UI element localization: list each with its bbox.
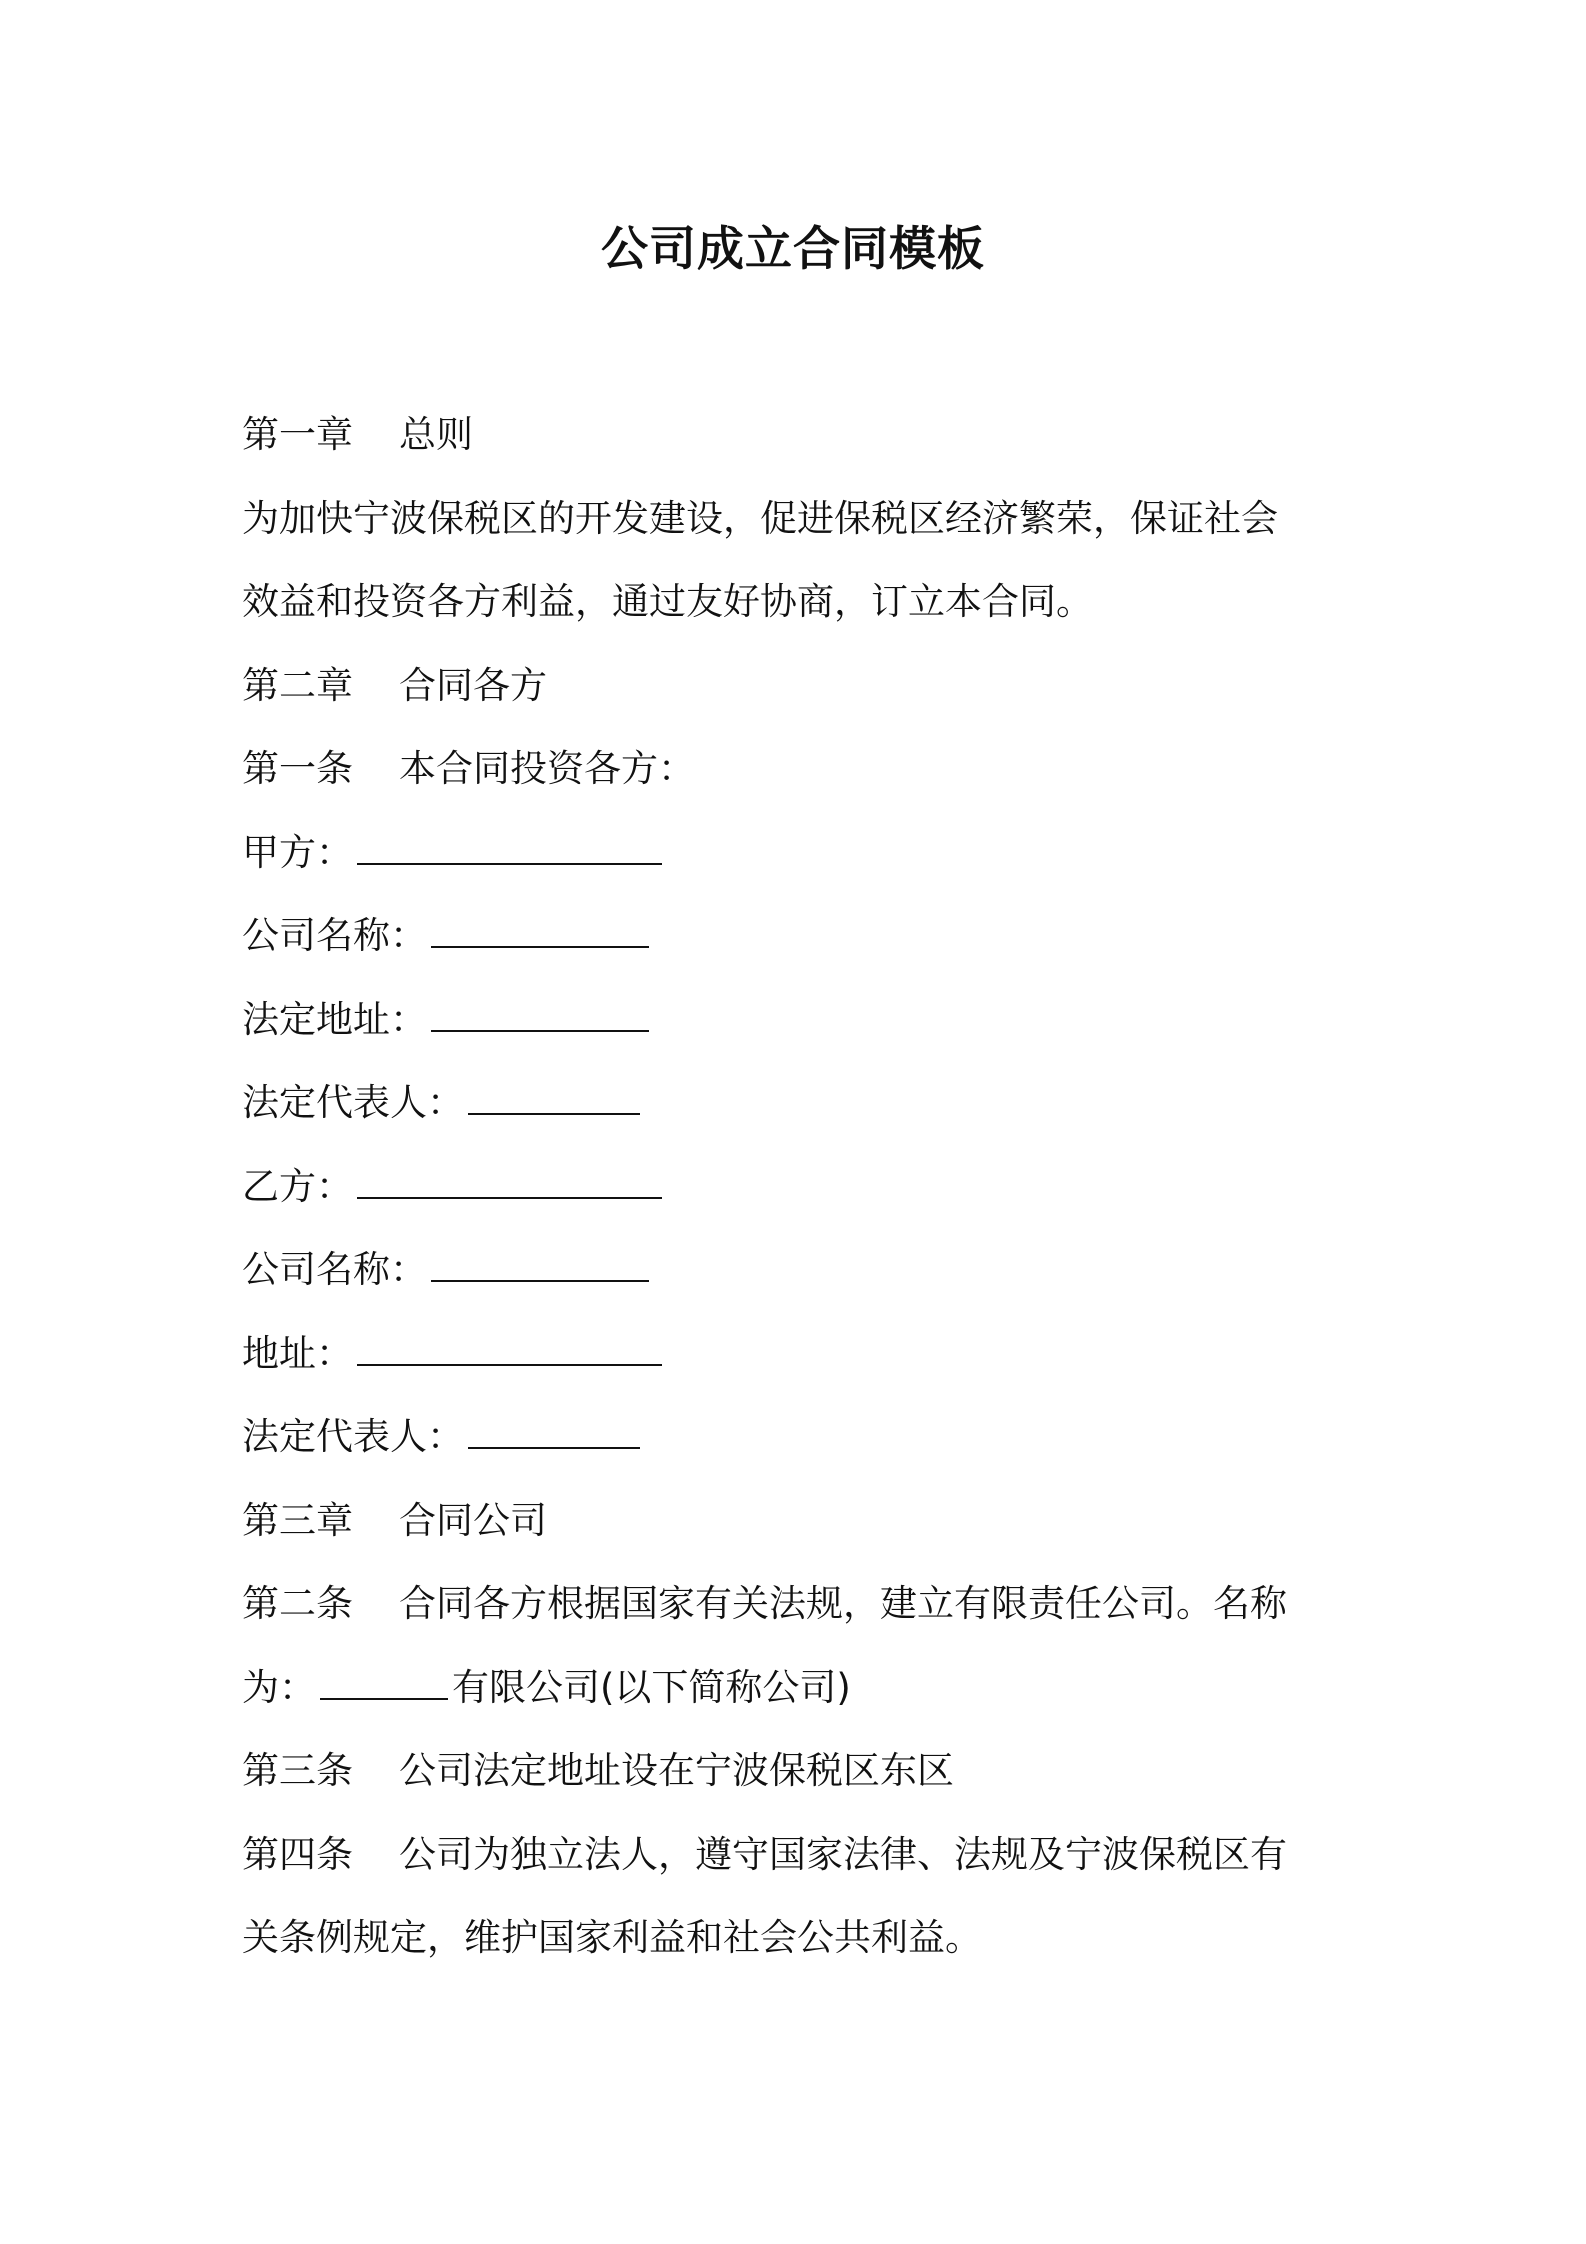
field-line (242, 906, 1362, 990)
field-label: 地址： (242, 1331, 353, 1375)
article-text: 公司法定地址设在宁波保税区东区 (399, 1749, 954, 1792)
fill-in-blank (320, 1660, 448, 1700)
article-line (242, 1825, 1362, 1909)
article-line (242, 1741, 1362, 1825)
article-label: 第三条 (242, 1749, 353, 1792)
chapter-label: 第二章 (242, 663, 353, 707)
article-text: 合同各方根据国家有关法规，建立有限责任公司。名称 (399, 1582, 1287, 1625)
field-label: 乙方： (242, 1164, 353, 1208)
chapter-label: 第三章 (242, 1498, 353, 1542)
paragraph-line: 效益和投资各方利益，通过友好协商，订立本合同。 (242, 580, 1093, 623)
article-continuation (242, 1658, 1362, 1742)
field-line (242, 1073, 1362, 1157)
fill-in-blank (357, 1159, 662, 1199)
article-continuation: 关条例规定，维护国家利益和社会公共利益。 (242, 1916, 982, 1959)
fill-in-blank (468, 1075, 640, 1115)
article-text: 本合同投资各方： (399, 747, 695, 790)
article-label: 第一条 (242, 747, 353, 790)
article-text: 为： (242, 1665, 316, 1709)
fill-in-blank (431, 1242, 649, 1282)
chapter-heading (242, 656, 1362, 740)
article-line (242, 739, 1362, 823)
article-label: 第四条 (242, 1832, 353, 1876)
chapter-label: 第一章 (242, 413, 353, 456)
chapter-title: 合同各方 (399, 663, 547, 707)
field-label: 甲方： (242, 830, 353, 874)
field-line (242, 1157, 1362, 1241)
chapter-title: 总则 (399, 413, 473, 456)
fill-in-blank (468, 1409, 640, 1449)
field-label: 法定代表人： (242, 1081, 464, 1124)
document-body (242, 405, 1362, 1992)
article-label: 第二条 (242, 1582, 353, 1625)
chapter-title: 合同公司 (399, 1498, 547, 1542)
field-label: 法定地址： (242, 997, 427, 1041)
field-line (242, 1407, 1362, 1491)
article-line (242, 1574, 1362, 1658)
field-label: 公司名称： (242, 1248, 427, 1291)
field-label: 公司名称： (242, 914, 427, 957)
chapter-heading (242, 405, 1362, 489)
fill-in-blank (431, 908, 649, 948)
article-text: 有限公司(以下简称公司) (452, 1665, 851, 1709)
paragraph-line: 为加快宁波保税区的开发建设，促进保税区经济繁荣，保证社会 (242, 496, 1278, 540)
field-line (242, 990, 1362, 1074)
fill-in-blank (357, 825, 662, 865)
fill-in-blank (431, 992, 649, 1032)
field-line (242, 823, 1362, 907)
article-text: 公司为独立法人，遵守国家法律、法规及宁波保税区有 (399, 1832, 1287, 1876)
fill-in-blank (357, 1326, 662, 1366)
field-line (242, 1240, 1362, 1324)
chapter-heading (242, 1491, 1362, 1575)
field-label: 法定代表人： (242, 1415, 464, 1458)
field-line (242, 1324, 1362, 1408)
document-title: 公司成立合同模板 (601, 222, 985, 277)
